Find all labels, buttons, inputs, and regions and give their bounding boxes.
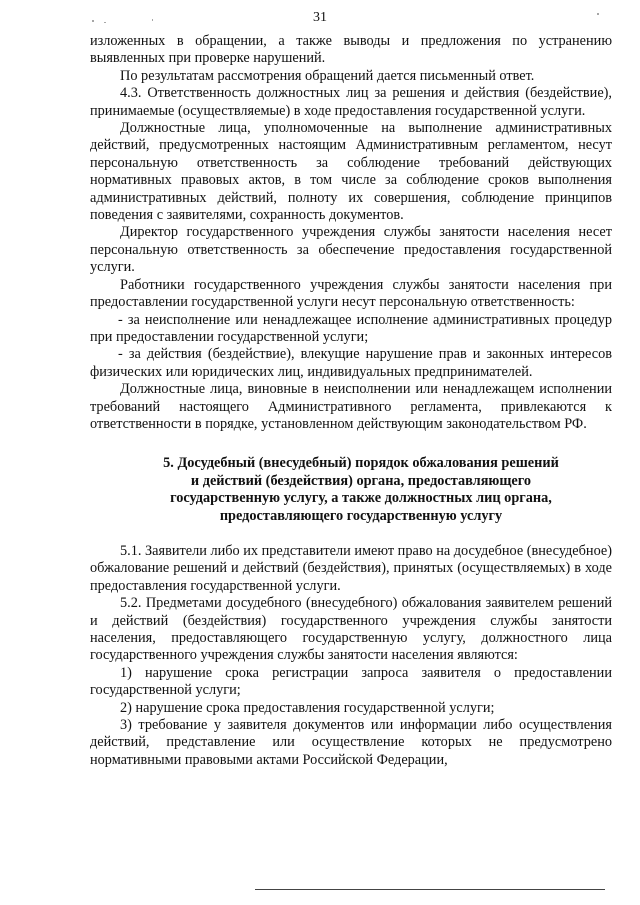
paragraph-clause-5-2: 5.2. Предметами досудебного (внесудебного) обжалования заявителем решений и действий (бездействия) государственного учреждения службы занятости населения, предоставляющего государственную услугу, должностного лица государственного учреждения службы занятости населения являются:	[90, 595, 612, 664]
paragraph: Должностные лица, уполномоченные на выполнение административных действий, предусмотренных настоящим Административным регламентом, несут персональную ответственность за соблюдение требований действующих нормативных правовых актов, в том числе за соблюдение сроков выполнения административных действий, полноту их совершения, соблюдение принципов поведения с заявителями, сохранность документов.	[90, 120, 612, 224]
section-heading-line: 5. Досудебный (внесудебный) порядок обжалования решений	[163, 455, 559, 472]
document-body	[90, 33, 612, 769]
page-number: 31	[313, 10, 327, 25]
paragraph: Работники государственного учреждения службы занятости населения при предоставлении государственной услуги несут персональную ответственность:	[90, 276, 612, 311]
paragraph-clause-5-1: 5.1. Заявители либо их представители имеют право на досудебное (внесудебное) обжалование решений и действий (бездействия), принятых (осуществляемых) в ходе предоставления государственной услуги.	[90, 542, 612, 594]
numbered-list-item: 3) требование у заявителя документов или информации либо осуществления действий, представление или осуществление которых не предусмотрено нормативными правовыми актами Российской Федерации,	[90, 717, 612, 768]
section-heading-line: государственную услугу, а также должностных лиц органа,	[170, 490, 552, 507]
bottom-rule-line	[255, 889, 605, 890]
paragraph: По результатам рассмотрения обращений дается письменный ответ.	[120, 67, 535, 84]
section-heading-line: предоставляющего государственную услугу	[219, 507, 503, 524]
paragraph-clause-4-3: 4.3. Ответственность должностных лиц за решения и действия (бездействие), принимаемые (осуществляемые) в ходе предоставления государственной услуги.	[90, 85, 612, 119]
dash-list-item: - за неисполнение или ненадлежащее исполнение административных процедур при предоставлении государственной услуги;	[90, 311, 612, 345]
paragraph: изложенных в обращении, а также выводы и предложения по устранению выявленных при проверке нарушений.	[90, 33, 612, 67]
paragraph: Должностные лица, виновные в неисполнении или ненадлежащем исполнении требований настоящего Административного регламента, привлекаются к ответственности в порядке, установленном действующим законодательством РФ.	[90, 381, 612, 432]
dash-list-item: - за действия (бездействие), влекущие нарушение прав и законных интересов физических или юридических лиц, индивидуальных предпринимателей.	[90, 346, 612, 380]
section-heading-line: и действий (бездействия) органа, предоставляющего	[190, 472, 532, 489]
paragraph: Директор государственного учреждения службы занятости населения несет персональную ответственность за обеспечение предоставления государственной услуги.	[90, 224, 612, 276]
section-heading	[90, 455, 612, 525]
numbered-list-item: 2) нарушение срока предоставления государственной услуги;	[120, 699, 495, 716]
numbered-list-item: 1) нарушение срока регистрации запроса заявителя о предоставлении государственной услуги;	[90, 664, 612, 699]
